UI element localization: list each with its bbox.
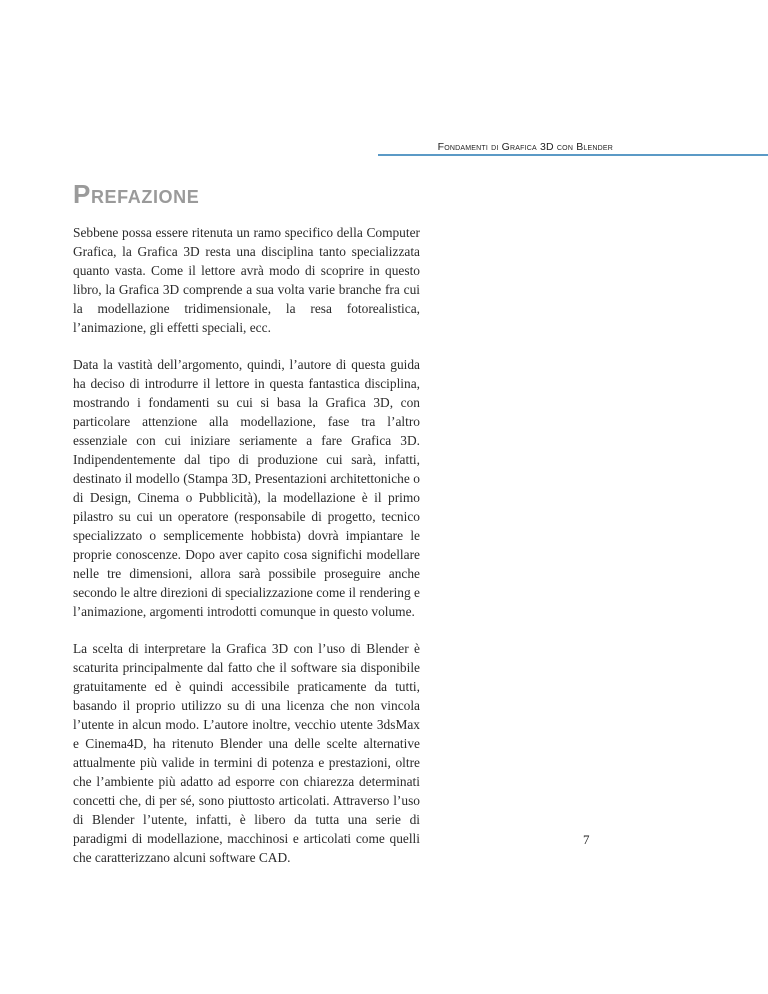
paragraph-3: La scelta di interpretare la Grafica 3D con l’uso di Blender è scaturita principalmente dal fatto che il software sia disponibile gratuitamente ed è quindi accessibile praticamente da tutti, basando il proprio utilizzo su di una licenza che non vincola l’utente in alcun modo. L’autore inoltre, vecchio utente 3dsMax e Cinema4D, ha ritenuto Blender una delle scelte alternative attualmente più valide in termini di potenza e prestazioni, oltre che l’ambiente più adatto ad esporre con chiarezza determinati concetti che, di per sé, sono piuttosto articolati. Attraverso l’uso di Blender l’utente, infatti, è libero da tutta una serie di paradigmi di modellazione, macchinosi e articolati come quelli che caratterizzano alcuni software CAD. bbox=[73, 641, 420, 865]
running-header-title: Fondamenti di Grafica 3D con Blender bbox=[437, 141, 613, 153]
body-text bbox=[73, 223, 420, 885]
chapter-title: Prefazione bbox=[73, 179, 200, 209]
running-header bbox=[378, 138, 768, 156]
paragraph-2: Data la vastità dell’argomento, quindi, l’autore di questa guida ha deciso di introdurre il lettore in questa fantastica disciplina, mostrando i fondamenti su cui si basa la Grafica 3D, con particolare attenzione alla modellazione, fase tra l’altro essenziale con cui iniziare seriamente a fare Grafica 3D. Indipendentemente dal tipo di produzione cui sarà, infatti, destinato il modello (Stampa 3D, Presentazioni architettoniche o di Design, Cinema o Pubblicità), la modellazione è il primo pilastro su cui un operatore (responsabile di progetto, tecnico specializzato o semplicemente hobbista) dovrà impiantare le proprie conoscenze. Dopo aver capito cosa significhi modellare nelle tre dimensioni, allora sarà possibile proseguire anche secondo le altre direzioni di specializzazione come il rendering e l’animazione, argomenti introdotti comunque in questo volume. bbox=[73, 357, 420, 619]
paragraph-1: Sebbene possa essere ritenuta un ramo specifico della Computer Grafica, la Grafica 3D resta una disciplina tanto specializzata quanto vasta. Come il lettore avrà modo di scoprire in questo libro, la Grafica 3D comprende a sua volta varie branche fra cui la modellazione tridimensionale, la resa fotorealistica, l’animazione, gli effetti speciali, ecc. bbox=[73, 225, 420, 335]
page-number: 7 bbox=[583, 832, 590, 847]
